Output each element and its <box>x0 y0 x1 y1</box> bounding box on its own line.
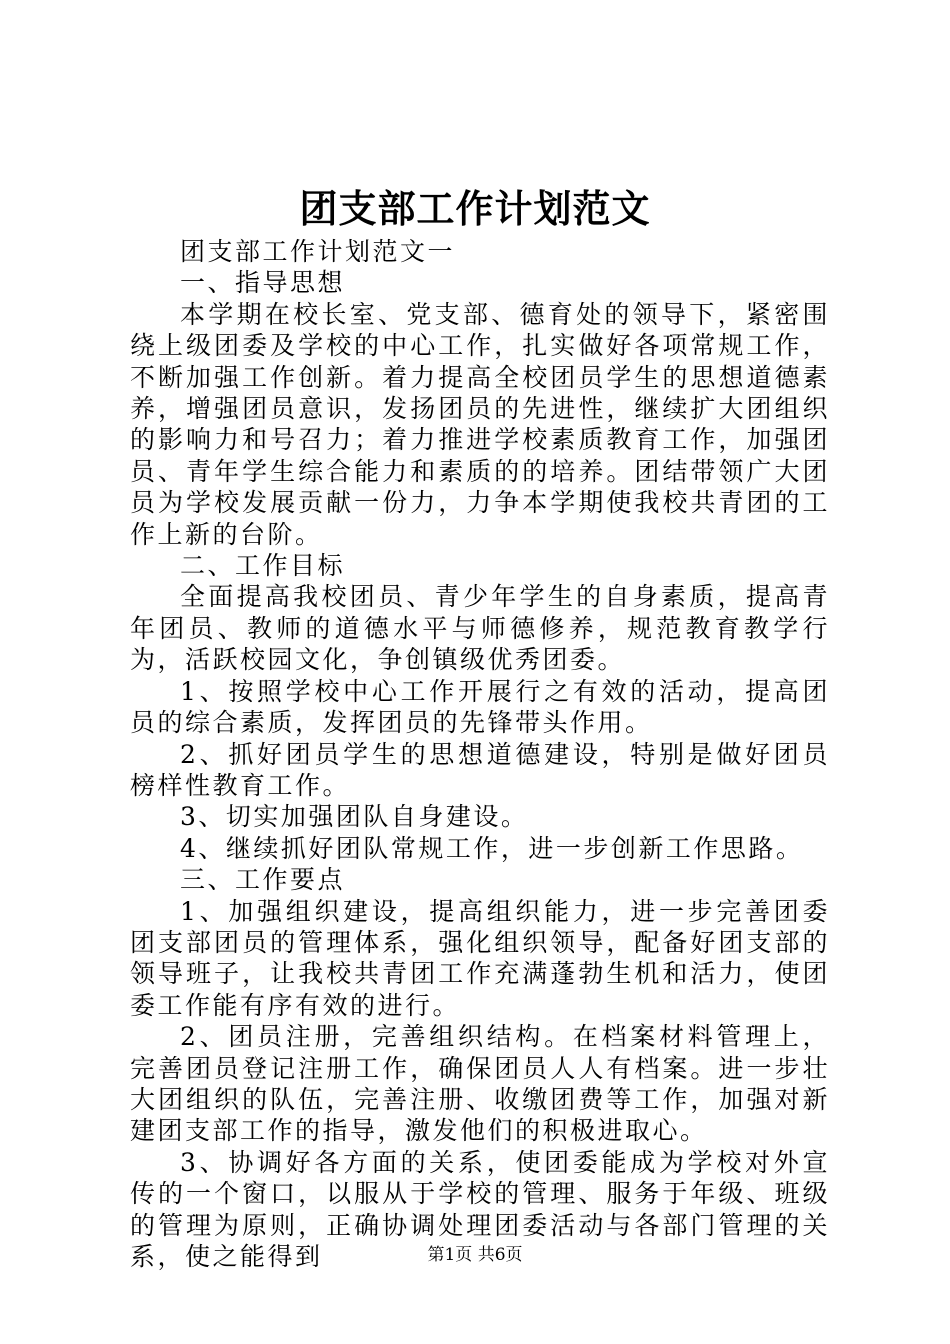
section-heading-guiding-ideology: 一、指导思想 <box>180 268 346 298</box>
paragraph-work-goals: 全面提高我校团员、青少年学生的自身素质，提高青年团员、教师的道德水平与师德修养，规范教育教学行为，活跃校园文化，争创镇级优秀团委。 <box>130 582 830 675</box>
list-item-key-point-3: 3、协调好各方面的关系，使团委能成为学校对外宣传的一个窗口，以服从于学校的管理、服务于年级、班级的管理为原则，正确协调处理团委活动与各部门管理的关系，使之能得到 <box>130 1147 830 1271</box>
section-heading-work-goals: 二、工作目标 <box>180 551 346 581</box>
section-subtitle: 团支部工作计划范文一 <box>180 237 456 266</box>
list-item-goal-2: 2、抓好团员学生的思想道德建设，特别是做好团员榜样性教育工作。 <box>130 739 830 800</box>
list-item-key-point-2: 2、团员注册，完善组织结构。在档案材料管理上，完善团员登记注册工作，确保团员人人有档案。进一步壮大团组织的队伍，完善注册、收缴团费等工作，加强对新建团支部工作的指导，激发他们的积极进取心。 <box>130 1022 830 1146</box>
list-item-goal-3: 3、切实加强团队自身建设。 <box>180 802 529 832</box>
list-item-goal-1: 1、按照学校中心工作开展行之有效的活动，提高团员的综合素质，发挥团员的先锋带头作用。 <box>130 676 830 738</box>
page-footer: 第1页 共6页 <box>427 1245 523 1265</box>
section-heading-key-points: 三、工作要点 <box>180 865 346 895</box>
document-title: 团支部工作计划范文 <box>299 186 651 231</box>
document-body <box>130 236 830 1272</box>
list-item-goal-4: 4、继续抓好团队常规工作，进一步创新工作思路。 <box>180 833 804 863</box>
list-item-key-point-1: 1、加强组织建设，提高组织能力，进一步完善团委团支部团员的管理体系，强化组织领导，配备好团支部的领导班子，让我校共青团工作充满蓬勃生机和活力，使团委工作能有序有效的进行。 <box>130 896 830 1020</box>
paragraph-guiding-ideology: 本学期在校长室、党支部、德育处的领导下，紧密围绕上级团委及学校的中心工作，扎实做好各项常规工作，不断加强工作创新。着力提高全校团员学生的思想道德素养，增强团员意识，发扬团员的先进性，继续扩大团组织的影响力和号召力；着力推进学校素质教育工作，加强团员、青年学生综合能力和素质的的培养。团结带领广大团员为学校发展贡献一份力，力争本学期使我校共青团的工作上新的台阶。 <box>130 299 830 549</box>
